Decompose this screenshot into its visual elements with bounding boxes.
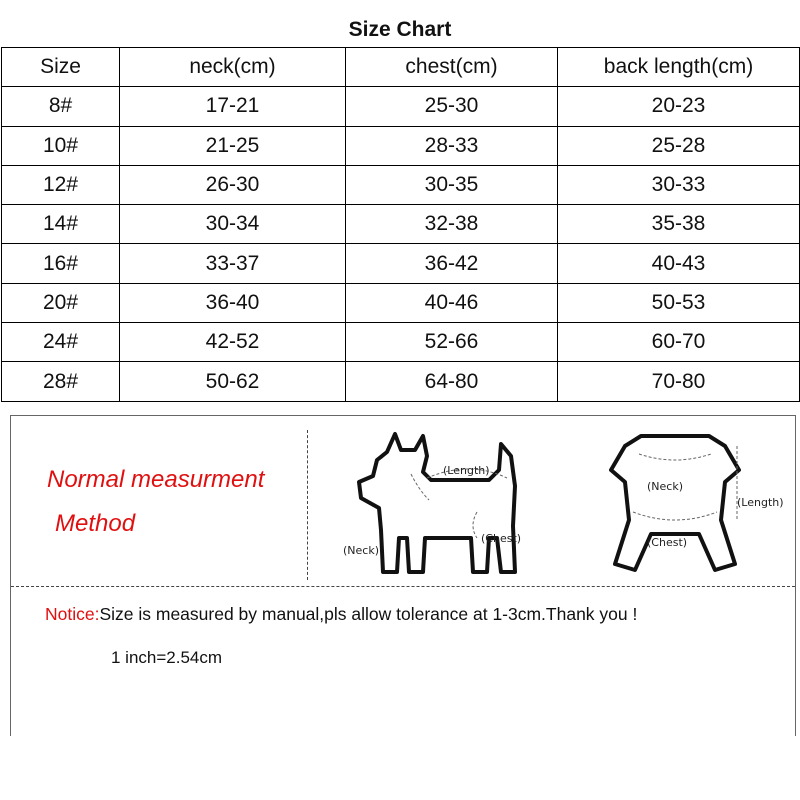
header-cell: chest(cm) bbox=[346, 48, 558, 87]
table-cell: 70-80 bbox=[558, 362, 800, 401]
table-cell: 40-46 bbox=[346, 283, 558, 322]
dog-measurement-diagram bbox=[329, 426, 539, 586]
coat-neck-label: (Neck) bbox=[647, 480, 683, 493]
table-row bbox=[2, 283, 800, 322]
vertical-divider bbox=[307, 430, 308, 580]
chest-guide bbox=[473, 512, 477, 538]
table-cell: 28-33 bbox=[346, 126, 558, 165]
table-cell: 50-53 bbox=[558, 283, 800, 322]
table-cell: 50-62 bbox=[120, 362, 346, 401]
table-cell: 42-52 bbox=[120, 323, 346, 362]
table-cell: 40-43 bbox=[558, 244, 800, 283]
table-row bbox=[2, 87, 800, 126]
notice-text: Size is measured by manual,pls allow tolerance at 1-3cm.Thank you ! bbox=[99, 604, 638, 624]
table-cell: 16# bbox=[2, 244, 120, 283]
table-cell: 52-66 bbox=[346, 323, 558, 362]
table-row bbox=[2, 244, 800, 283]
table-cell: 12# bbox=[2, 165, 120, 204]
inch-conversion: 1 inch=2.54cm bbox=[111, 648, 223, 667]
table-cell: 28# bbox=[2, 362, 120, 401]
table-cell: 10# bbox=[2, 126, 120, 165]
table-cell: 30-33 bbox=[558, 165, 800, 204]
table-cell: 24# bbox=[2, 323, 120, 362]
table-cell: 8# bbox=[2, 87, 120, 126]
table-cell: 64-80 bbox=[346, 362, 558, 401]
table-cell: 60-70 bbox=[558, 323, 800, 362]
table-cell: 26-30 bbox=[120, 165, 346, 204]
table-cell: 17-21 bbox=[120, 87, 346, 126]
table-cell: 36-42 bbox=[346, 244, 558, 283]
table-cell: 36-40 bbox=[120, 283, 346, 322]
coat-length-label: (Length) bbox=[737, 496, 784, 509]
table-row bbox=[2, 205, 800, 244]
header-cell: back length(cm) bbox=[558, 48, 800, 87]
page-title: Size Chart bbox=[348, 18, 452, 41]
table-cell: 30-34 bbox=[120, 205, 346, 244]
size-table bbox=[1, 47, 800, 402]
table-row bbox=[2, 126, 800, 165]
coat-chest-guide bbox=[633, 512, 717, 520]
table-header-row bbox=[2, 48, 800, 87]
table-cell: 21-25 bbox=[120, 126, 346, 165]
notice-label: Notice: bbox=[45, 604, 100, 624]
coat-neck-guide bbox=[639, 454, 711, 460]
table-cell: 32-38 bbox=[346, 205, 558, 244]
table-row bbox=[2, 323, 800, 362]
table-cell: 35-38 bbox=[558, 205, 800, 244]
header-cell: Size bbox=[2, 48, 120, 87]
table-cell: 20-23 bbox=[558, 87, 800, 126]
dog-neck-label: (Neck) bbox=[343, 544, 379, 557]
coat-measurement-diagram bbox=[591, 424, 791, 584]
method-title-line2: Method bbox=[55, 510, 136, 537]
coat-outline-icon bbox=[611, 436, 739, 570]
table-row bbox=[2, 165, 800, 204]
table-cell: 33-37 bbox=[120, 244, 346, 283]
table-cell: 30-35 bbox=[346, 165, 558, 204]
table-cell: 20# bbox=[2, 283, 120, 322]
dog-chest-label: (Chest) bbox=[481, 532, 522, 545]
dog-outline-icon bbox=[359, 434, 515, 572]
header-cell: neck(cm) bbox=[120, 48, 346, 87]
measurement-panel bbox=[10, 415, 796, 736]
table-cell: 25-30 bbox=[346, 87, 558, 126]
dog-length-label: (Length) bbox=[443, 464, 490, 477]
table-cell: 14# bbox=[2, 205, 120, 244]
coat-chest-label: (Chest) bbox=[647, 536, 688, 549]
horizontal-divider bbox=[11, 586, 795, 587]
method-title-line1: Normal measurment bbox=[47, 466, 265, 493]
table-row bbox=[2, 362, 800, 401]
table-cell: 25-28 bbox=[558, 126, 800, 165]
notice-line bbox=[45, 604, 637, 625]
